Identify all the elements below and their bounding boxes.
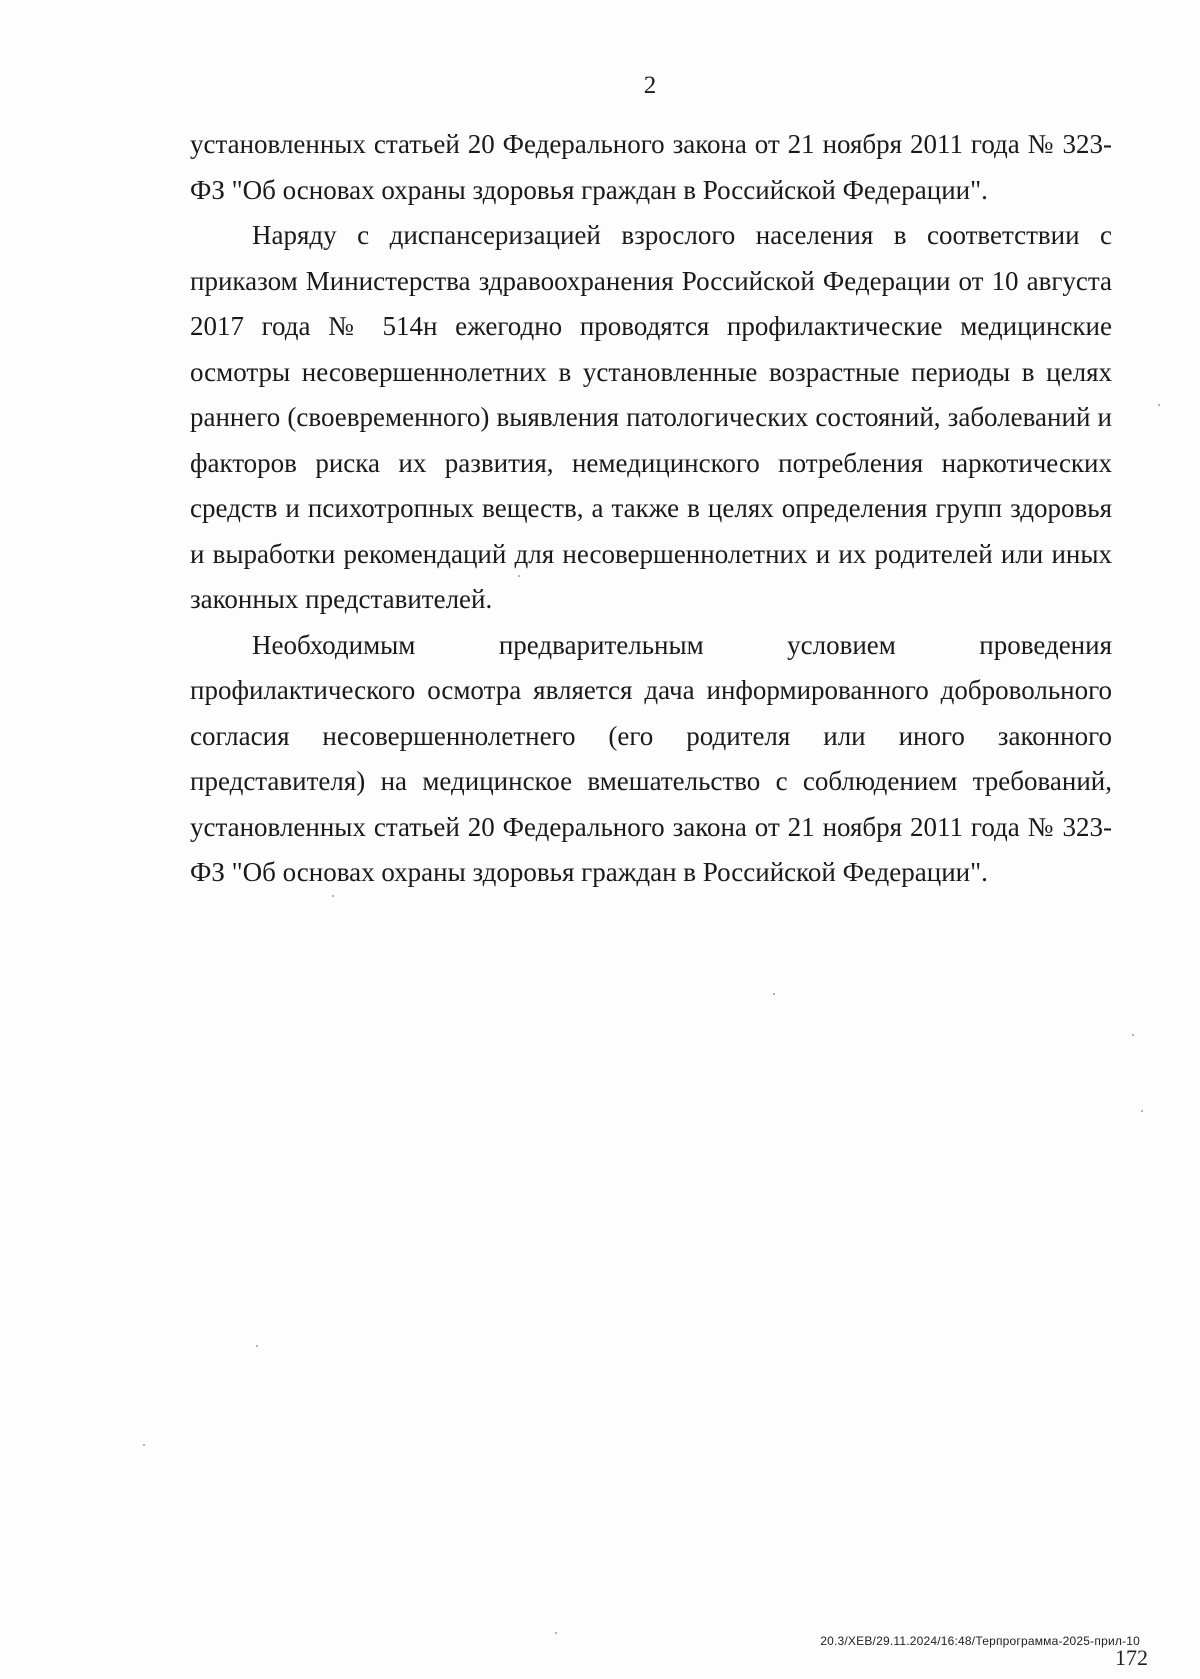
- scan-speck: [1132, 1034, 1134, 1036]
- scan-speck: [773, 993, 775, 995]
- body-text: [190, 122, 1112, 896]
- scan-speck: [1158, 404, 1160, 406]
- paragraph-1: установленных статьей 20 Федерального закона от 21 ноября 2011 года № 323-ФЗ "Об основах охраны здоровья граждан в Российской Федерации".: [190, 129, 1112, 205]
- page-number: 2: [643, 72, 657, 99]
- footer-page-number: 172: [1115, 1645, 1148, 1670]
- scan-speck: [1141, 1110, 1143, 1112]
- scan-speck: [332, 895, 334, 897]
- scan-speck: [518, 575, 520, 577]
- paragraph-3: Необходимым предварительным условием проведения профилактического осмотра является дача информированного добровольного согласия несовершеннолетнего (его родителя или иного законного представителя) на медицинское вмешательство с соблюдением требований, установленных статьей 20 Федерального закона от 21 ноября 2011 года № 323-ФЗ "Об основах охраны здоровья граждан в Российской Федерации".: [190, 629, 1112, 887]
- footer-document-code: 20.3/ХЕВ/29.11.2024/16:48/Терпрограмма-2025-прил-10: [820, 1634, 1140, 1648]
- paragraph-2: Наряду с диспансеризацией взрослого населения в соответствии с приказом Министерства здравоохранения Российской Федерации от 10 августа 2017 года № 514н ежегодно проводятся профилактические медицинские осмотры несовершеннолетних в установленные возрастные периоды в целях раннего (своевременного) выявления патологических состояний, заболеваний и факторов риска их развития, немедицинского потребления наркотических средств и психотропных веществ, а также в целях определения групп здоровья и выработки рекомендаций для несовершеннолетних и их родителей или иных законных представителей.: [190, 220, 1112, 614]
- scan-speck: [555, 1632, 557, 1634]
- scan-speck: [256, 1345, 258, 1347]
- scan-speck: [143, 1444, 145, 1446]
